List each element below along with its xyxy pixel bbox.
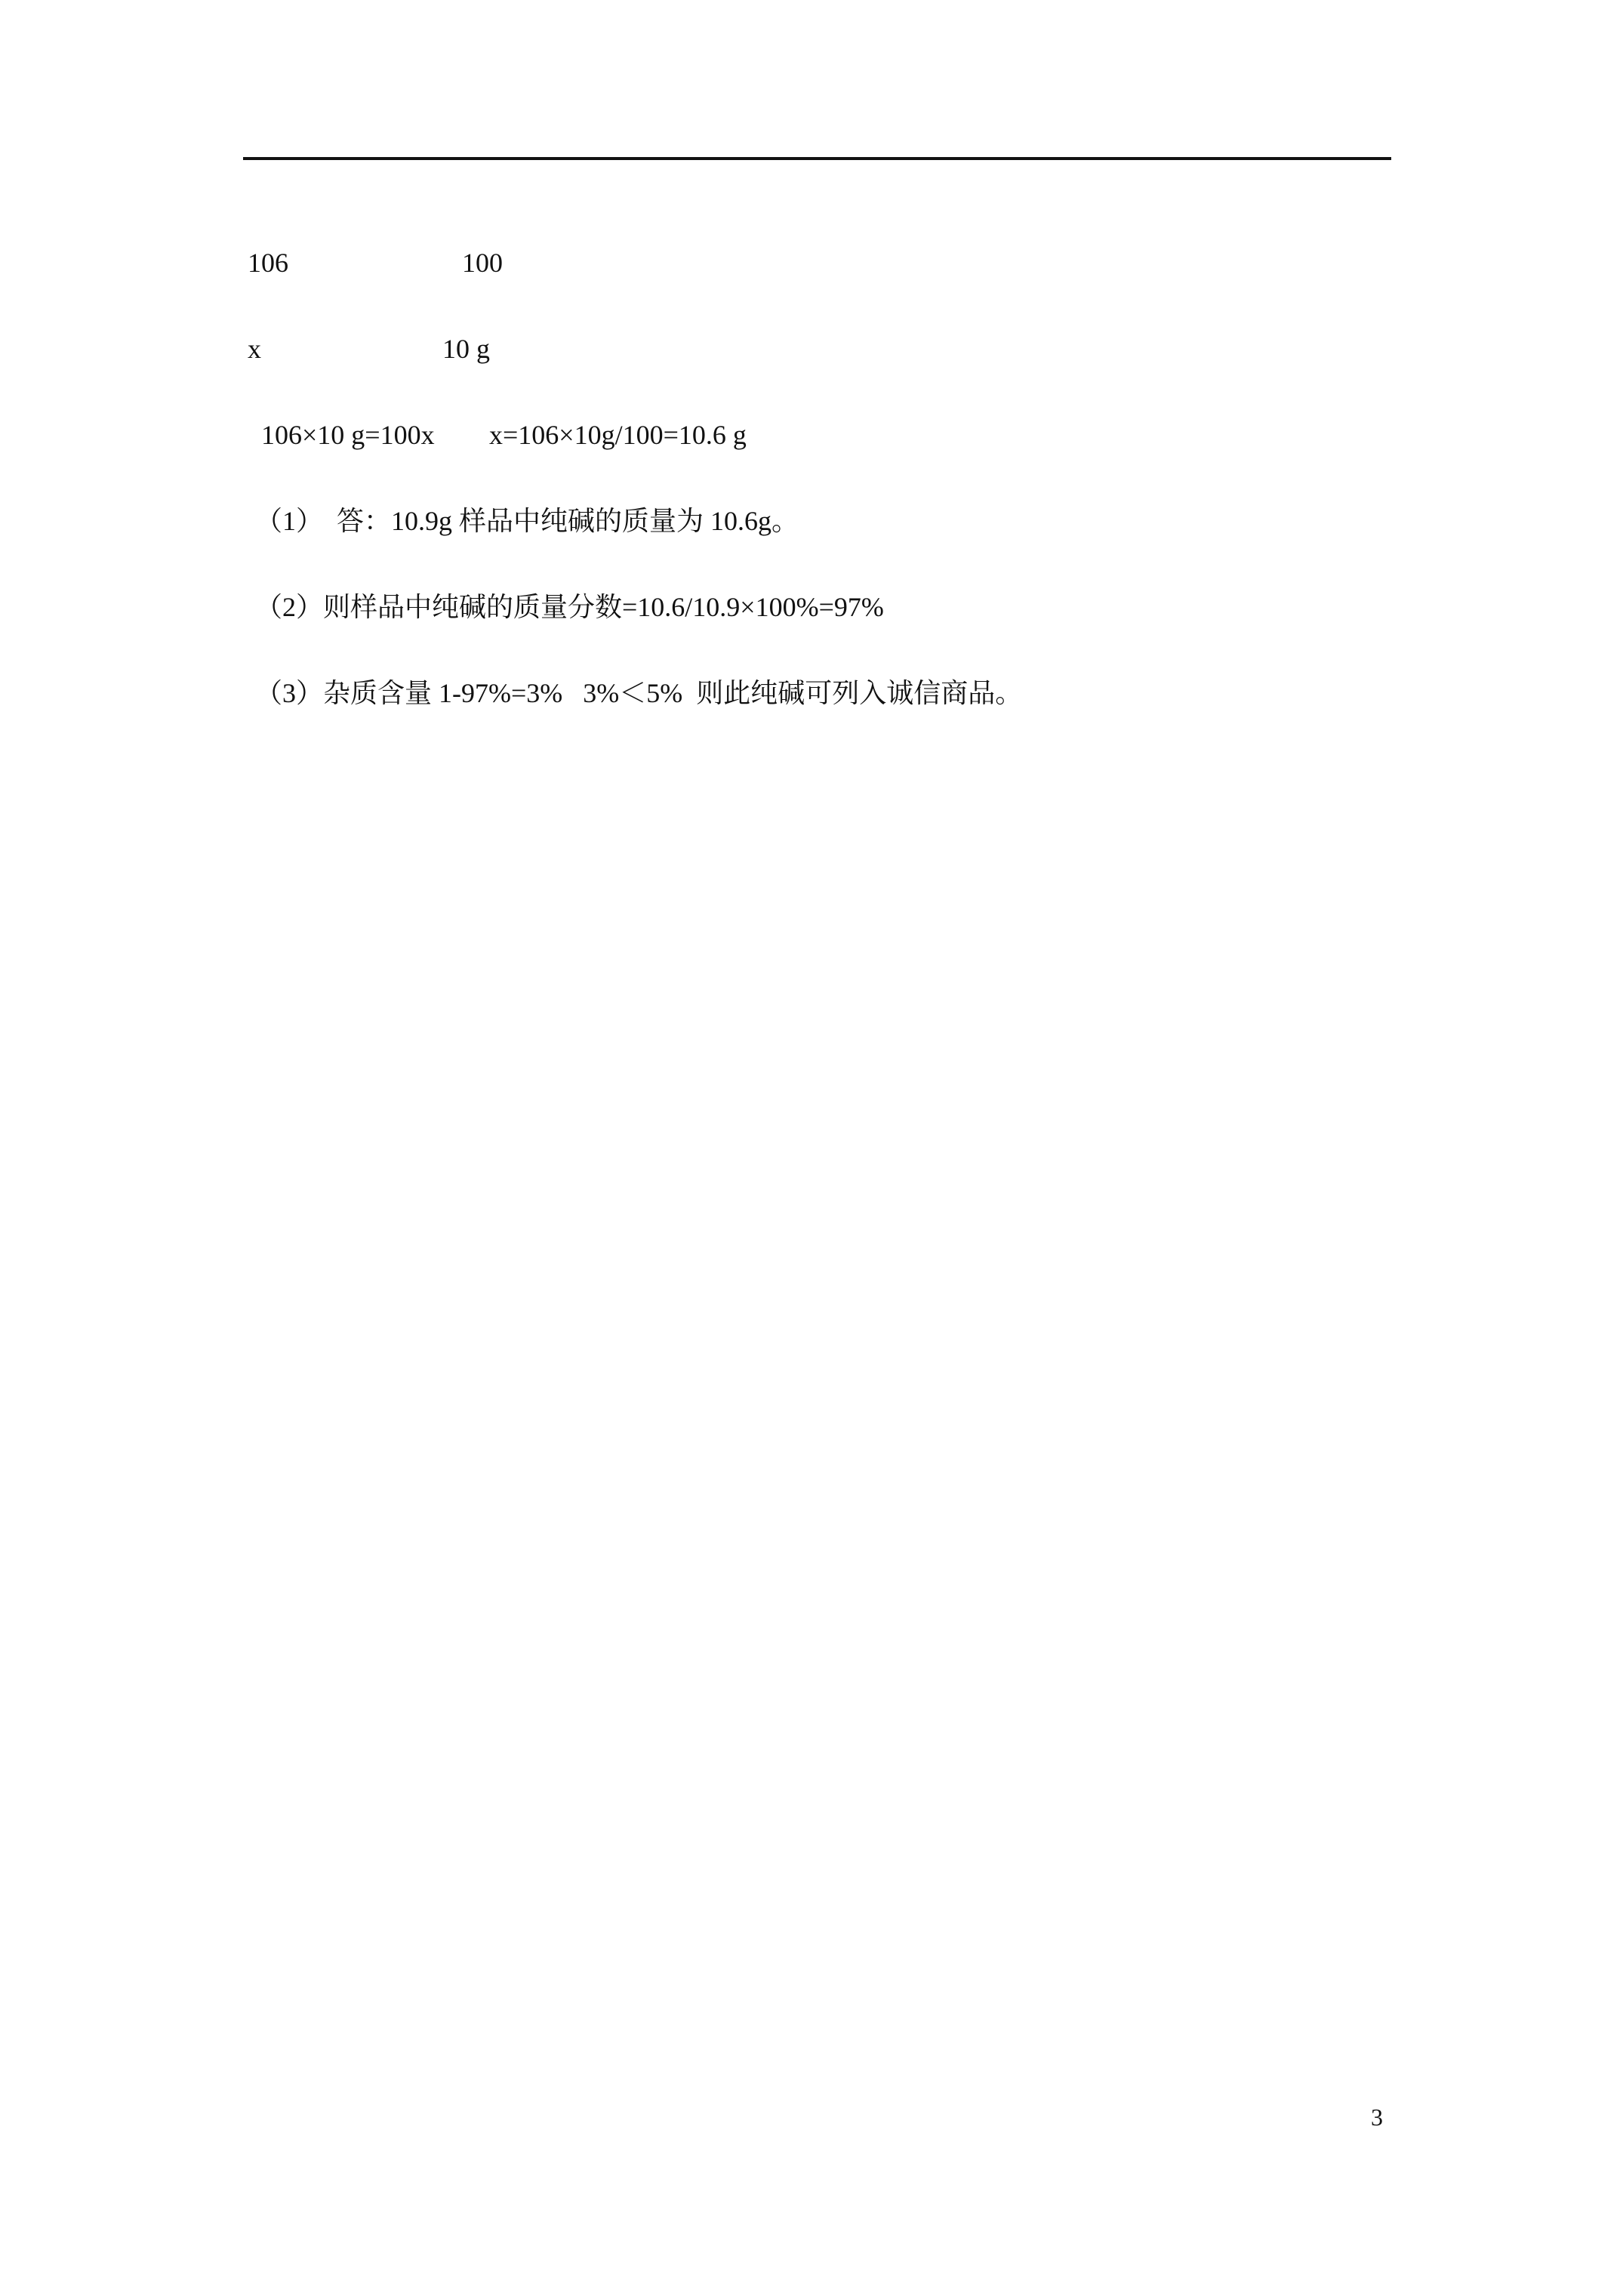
calc-row1-left: 106 <box>248 248 288 278</box>
calc-row2-right: 10 g <box>442 334 490 364</box>
page-number: 3 <box>1371 2103 1383 2131</box>
calc-row2-left: x <box>248 334 261 364</box>
header-rule <box>243 157 1391 160</box>
calc-row3-right: x=106×10g/100=10.6 g <box>489 420 747 450</box>
calc-row3-left: 106×10 g=100x <box>261 420 435 450</box>
answer-3: （3）杂质含量 1-97%=3% 3%＜5% 则此纯碱可列入诚信商品。 <box>255 678 1023 708</box>
calc-row1-right: 100 <box>462 248 503 278</box>
answer-2: （2）则样品中纯碱的质量分数=10.6/10.9×100%=97% <box>255 592 884 622</box>
answer-1: （1） 答：10.9g 样品中纯碱的质量为 10.6g。 <box>255 506 799 536</box>
